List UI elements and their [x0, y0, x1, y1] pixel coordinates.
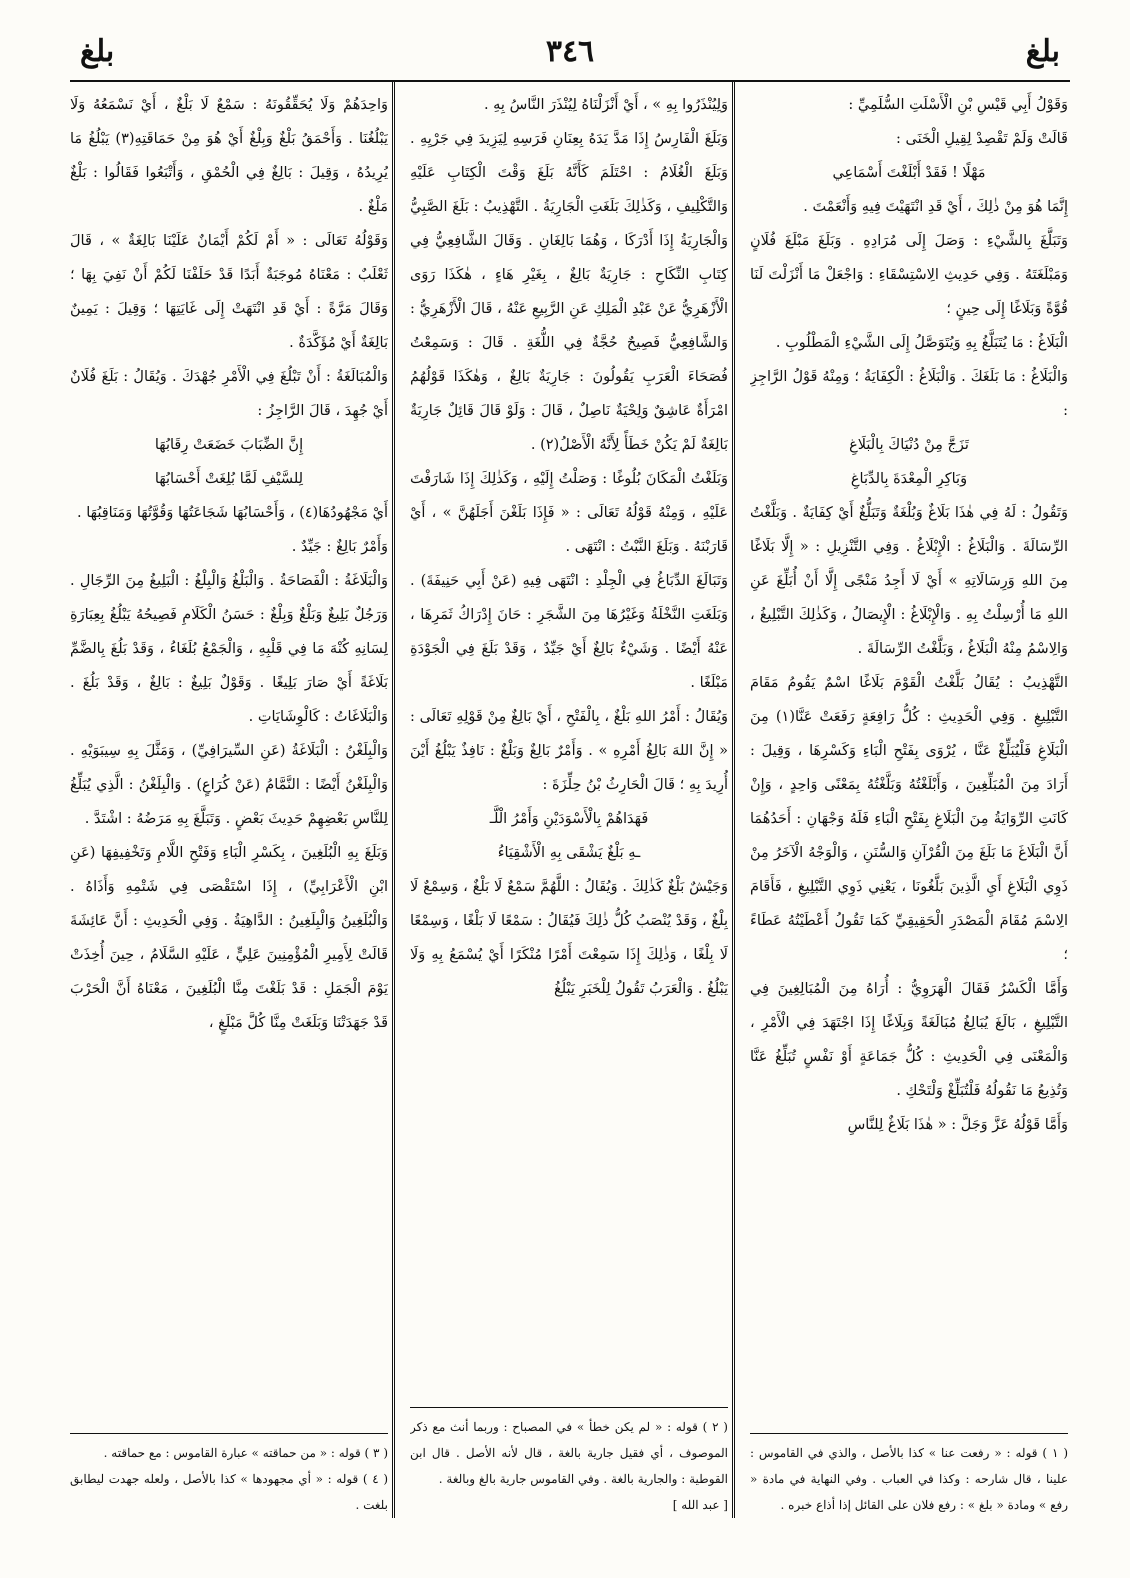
verse-line: ـهِ بَلْغٌ يَشْقَى بِهِ الْأَشْقِيَاءُ [497, 845, 641, 861]
page-number: ٣٤٦ [545, 34, 595, 69]
entry-paragraph: أَيْ مَجْهُودُهَا(٤) ، وَأَحْسَابُهَا شَجَاعَتُهَا وَقُوَّتُهَا وَمَنَاقِبُهَا . [77, 505, 388, 521]
entry-paragraph: وَبَلَغْتُ الْمَكَانَ بُلُوغًا : وَصَلْتُ إِلَيْهِ ، وَكَذٰلِكَ إِذَا شَارَفْتَ عَلَيْهِ ، وَمِنْهُ قَوْلُهُ تَعَالَى : « فَإِذَا بَلَغْنَ أَجَلَهُنَّ » ، أَيْ قَارَبْنَهُ . وَبَلَغَ النَّبْتُ : انْتَهَى . [410, 471, 728, 555]
entry-paragraph: وَلِيُنْذَرُوا بِهِ » ، أَيْ أَنْزَلْنَاهُ لِيُنْذَرَ النَّاسُ بِهِ . [483, 97, 728, 113]
entry-paragraph: وَتَقُولُ : لَهُ فِي هٰذَا بَلَاغٌ وَبُلْغَةٌ وَتَبَلُّغٌ أَيْ كِفَايَةٌ . وَبَلَّغْتُ الرِّسَالَةَ . وَالْبَلَاغُ : الْإِبْلَاغُ . وَفِي التَّنْزِيلِ : « إِلَّا بَلَاغًا مِنَ اللهِ وَرِسَالَاتِهِ » أَيْ لَا أَجِدُ مَنْجًى إِلَّا أَنْ أُبَلِّغَ عَنِ اللهِ مَا أُرْسِلْتُ بِهِ . وَالْإِبْلَاغُ : الْإِيصَالُ ، وَكَذٰلِكَ التَّبْلِيغُ ، وَالِاسْمُ مِنْهُ الْبَلَاغُ ، وَبَلَّغْتُ الرِّسَالَةَ . [750, 505, 1068, 657]
column-body [750, 88, 1068, 1142]
column-divider [732, 82, 735, 1518]
column-body [70, 88, 388, 1040]
entry-paragraph: وَتَبَلَّغَ بِالشَّيْءِ : وَصَلَ إِلَى مُرَادِهِ . وَبَلَغَ مَبْلَغَ فُلَانٍ وَمَبْلَغَتَهُ . وَفِي حَدِيثِ الِاسْتِسْقَاءِ : وَاجْعَلْ مَا أَنْزَلْتَ لَنَا قُوَّةً وَبَلَاغًا إِلَى حِينٍ ؛ [750, 233, 1068, 317]
running-headword-right: بلغ [1025, 34, 1060, 69]
entry-paragraph: قَالَتْ وَلَمْ تَقْصِدْ لِقِيلِ الْخَنَى : [896, 131, 1068, 147]
footnote: ( ١ ) قوله : « رفعت عنا » كذا بالأصل ، والذي في القاموس : علينا ، قال شارحه : وكذا في العباب . وفي النهاية في مادة « رفع » ومادة « بلغ » : رفع فلان على القائل إذا أذاع خبره . [750, 1446, 1068, 1512]
entry-paragraph: وَبَلَغَ الْفَارِسُ إِذَا مَدَّ يَدَهُ بِعِنَانِ فَرَسِهِ لِيَزِيدَ فِي جَرْيِهِ . وَبَلَغَ الْغُلَامُ : احْتَلَمَ كَأَنَّهُ بَلَغَ وَقْتَ الْكِتَابِ عَلَيْهِ وَالتَّكْلِيفِ ، وَكَذٰلِكَ بَلَغَتِ الْجَارِيَةُ . التَّهْذِيبُ : بَلَغَ الصَّبِيُّ وَالْجَارِيَةُ إِذَا أَدْرَكَا ، وَهُمَا بَالِغَانِ . وَقَالَ الشَّافِعِيُّ فِي كِتَابِ النِّكَاحِ : جَارِيَةٌ بَالِغٌ ، بِغَيْرِ هَاءٍ ، هٰكَذَا رَوَى الْأَزْهَرِيُّ عَنْ عَبْدِ الْمَلِكِ عَنِ الرَّبِيعِ عَنْهُ ، قَالَ الْأَزْهَرِيُّ : وَالشَّافِعِيُّ فَصِيحٌ حُجَّةٌ فِي اللُّغَةِ . قَالَ : وَسَمِعْتُ فُصَحَاءَ الْعَرَبِ يَقُولُونَ : جَارِيَةٌ بَالِغٌ ، وَهٰكَذَا قَوْلُهُمُ امْرَأَةٌ عَاشِقٌ وَلِحْيَةٌ نَاصِلٌ ، قَالَ : وَلَوْ قَالَ قَائِلٌ جَارِيَةٌ بَالِغَةٌ لَمْ يَكُنْ خَطَأً لِأَنَّهُ الْأَصْلُ(٢) . [410, 131, 728, 453]
column-footnotes [70, 1433, 388, 1518]
entry-paragraph: وَأَمَّا الْكَسْرُ فَقَالَ الْهَرَوِيُّ : أُرَاهُ مِنَ الْمُبَالِغِينَ فِي التَّبْلِيغِ ، بَالَغَ يُبَالِغُ مُبَالَغَةً وَبِلَاغًا إِذَا اجْتَهَدَ فِي الْأَمْرِ ، وَالْمَعْنَى فِي الْحَدِيثِ : كُلُّ جَمَاعَةٍ أَوْ نَفْسٍ تُبَلِّغُ عَنَّا وَتُذِيعُ مَا نَقُولُهُ فَلْتُبَلِّغْ وَلْتَحْكِ . [750, 981, 1068, 1099]
page-header [70, 20, 1070, 82]
verse-line: تَزَجَّ مِنْ دُنْيَاكَ بِالْبَلَاغِ [849, 437, 969, 453]
verse-line: فَهَدَاهُمْ بِالْأَسْوَدَيْنِ وَأَمْرُ الْلَّـ [489, 811, 649, 827]
verse-line: وَبَاكِرِ الْمِعْدَةَ بِالدِّبَاغِ [850, 471, 968, 487]
entry-paragraph: الْبَلَاغُ : مَا يُتَبَلَّغُ بِهِ وَيُتَوَصَّلُ إِلَى الشَّيْءِ الْمَطْلُوبِ . [775, 335, 1068, 351]
entry-paragraph: إِنَّمَا هُوَ مِنْ ذٰلِكَ ، أَيْ قَدِ انْتَهَيْتَ فِيهِ وَأَنْعَمْتَ . [803, 199, 1068, 215]
entry-paragraph: التَّهْذِيبُ : يُقَالُ بَلَّغْتُ الْقَوْمَ بَلَاغًا اسْمٌ يَقُومُ مَقَامَ التَّبْلِيغِ . وَفِي الْحَدِيثِ : كُلُّ رَافِعَةٍ رَفَعَتْ عَنَّا(١) مِنَ الْبَلَاغِ فَلْيُبَلِّغْ عَنَّا ، يُرْوَى بِفَتْحِ الْبَاءِ وَكَسْرِهَا ، وَقِيلَ : أَرَادَ مِنَ الْمُبَلِّغِينَ ، وَأَبْلَغْتُهُ وَبَلَّغْتُهُ بِمَعْنًى وَاحِدٍ ، وَإِنْ كَانَتِ الرِّوَايَةُ مِنَ الْبَلَاغِ بِفَتْحِ الْبَاءِ فَلَهُ وَجْهَانِ : أَحَدُهُمَا أَنَّ الْبَلَاغَ مَا بَلَغَ مِنَ الْقُرْآنِ وَالسُّنَنِ ، وَالْوَجْهُ الْآخَرُ مِنْ ذَوِي الْبَلَاغِ أَيِ الَّذِينَ بَلَّغُونَا ، يَعْنِي ذَوِي التَّبْلِيغِ ، فَأَقَامَ الِاسْمَ مُقَامَ الْمَصْدَرِ الْحَقِيقِيِّ كَمَا تَقُولُ أَعْطَيْتُهُ عَطَاءً ؛ [750, 675, 1068, 963]
entry-paragraph: وَيُقَالُ : أَمْرُ اللهِ بَلْغٌ ، بِالْفَتْحِ ، أَيْ بَالِغٌ مِنْ قَوْلِهِ تَعَالَى : « إِنَّ اللهَ بَالِغُ أَمْرِهِ » . وَأَمْرٌ بَالِغٌ وَبَلْغٌ : نَافِذٌ يَبْلُغُ أَيْنَ أُرِيدَ بِهِ ؛ قَالَ الْحَارِثُ بْنُ حِلِّزَةَ : [410, 709, 728, 793]
text-column-middle [410, 88, 728, 1518]
entry-paragraph: وَقَوْلُهُ تَعَالَى : « أَمْ لَكُمْ أَيْمَانٌ عَلَيْنَا بَالِغَةٌ » ، قَالَ ثَعْلَبٌ : مَعْنَاهُ مُوجَبَةٌ أَبَدًا قَدْ حَلَفْنَا لَكُمْ أَنْ نَفِيَ بِهَا ؛ وَقَالَ مَرَّةً : أَيْ قَدِ انْتَهَتْ إِلَى غَايَتِهَا ؛ وَقِيلَ : يَمِينٌ بَالِغَةٌ أَيْ مُؤَكَّدَةٌ . [70, 233, 388, 351]
footnote: ( ٢ ) قوله : « لم يكن خطأ » في المصباح : وربما أنث مع ذكر الموصوف ، أي فقيل جارية بالغة ، قال لأنه الأصل . قال ابن القوطية : والجارية بالغة . وفي القاموس جارية بالغ وبالغة . [410, 1420, 728, 1486]
entry-paragraph: وَقَوْلُ أَبِي قَيْسِ بْنِ الْأَسْلَتِ السُّلَمِيِّ : [848, 97, 1068, 113]
footnote: ( ٤ ) قوله : « أي مجهودها » كذا بالأصل ، ولعله جهدت ليطابق بلغت . [70, 1472, 388, 1512]
running-headword-left: بلغ [80, 34, 115, 69]
entry-paragraph: وَأَمْرٌ بَالِغٌ : جَيِّدٌ . [291, 539, 388, 555]
entry-paragraph: وَاحِدَهُمْ وَلَا يُحَقِّقُونَهُ : سَمْعٌ لَا بَلْغٌ ، أَيْ نَسْمَعُهُ وَلَا يَبْلُغُنَا . وَأَحْمَقُ بَلْغٌ وَبِلْغٌ أَيْ هُوَ مِنْ حَمَاقَتِهِ(٣) يَبْلُغُ مَا يُرِيدُهُ ، وَقِيلَ : بَالِغٌ فِي الْحُمْقِ ، وَأَتْبَعُوا فَقَالُوا : بَلْغٌ مَلْغٌ . [70, 97, 388, 215]
verse-line: لِلسَّيْفِ لَمَّا بُلِغَتْ أَحْسَابُهَا [154, 471, 304, 487]
entry-paragraph: وَالْمُبَالَغَةُ : أَنْ تَبْلُغَ فِي الْأَمْرِ جُهْدَكَ . وَيُقَالُ : بَلَغَ فُلَانٌ أَيْ جُهِدَ ، قَالَ الرَّاجِزُ : [70, 369, 388, 419]
verse-line: إِنَّ الضِّبَابَ خَضَعَتْ رِقَابُهَا [154, 437, 304, 453]
footnote: ( ٣ ) قوله : « من حماقته » عبارة القاموس : مع حماقته . [103, 1446, 388, 1460]
entry-paragraph: وَبَلَغَ بِهِ الْبُلَغِينَ ، بِكَسْرِ الْبَاءِ وَفَتْحِ اللَّامِ وَتَخْفِيفِهَا (عَنِ ابْنِ الْأَعْرَابِيِّ) ، إِذَا اسْتَقْصَى فِي شَتْمِهِ وَأَذَاهُ . وَالْبُلَغِينُ وَالْبِلَغِينُ : الدَّاهِيَةُ . وَفِي الْحَدِيثِ : أَنَّ عَائِشَةَ قَالَتْ لِأَمِيرِ الْمُؤْمِنِينَ عَلِيٍّ ، عَلَيْهِ السَّلَامُ ، حِينَ أُخِذَتْ يَوْمَ الْجَمَلِ : قَدْ بَلَغْتَ مِنَّا الْبُلَغِينَ ، مَعْنَاهُ أَنَّ الْحَرْبَ قَدْ جَهَدَتْنَا وَبَلَغَتْ مِنَّا كُلَّ مَبْلَغٍ ، [70, 845, 388, 1031]
entry-paragraph: وَالْبِلَغْنُ : الْبَلَاغَةُ (عَنِ السِّيرَافِيِّ) ، وَمَثَّلَ بِهِ سِيبَوَيْهِ . وَالْبِلَغْنُ أَيْضًا : النَّمَّامُ (عَنْ كُرَاعٍ) . وَالْبِلَغْنُ : الَّذِي يُبَلِّغُ لِلنَّاسِ بَعْضِهِمْ حَدِيثَ بَعْضٍ . وَتَبَلَّغَ بِهِ مَرَضُهُ : اشْتَدَّ . [70, 743, 388, 827]
column-footnotes [410, 1407, 728, 1518]
verse-line: مَهْلًا ! فَقَدْ أَبْلَغْتَ أَسْمَاعِي [832, 165, 986, 181]
entry-paragraph: وَالْبَلَاغَةُ : الْفَصَاحَةُ . وَالْبَلْغُ وَالْبِلْغُ : الْبَلِيغُ مِنَ الرِّجَالِ . وَرَجُلٌ بَلِيغٌ وَبَلْغٌ وَبِلْغٌ : حَسَنُ الْكَلَامِ فَصِيحُهُ يَبْلُغُ بِعِبَارَةِ لِسَانِهِ كُنْهَ مَا فِي قَلْبِهِ ، وَالْجَمْعُ بُلَغَاءُ ، وَقَدْ بَلُغَ بِالضَّمِّ بَلَاغَةً أَيْ صَارَ بَلِيغًا . وَقَوْلٌ بَلِيغٌ : بَالِغٌ ، وَقَدْ بَلُغَ . وَالْبَلَاغَاتُ : كَالْوِشَايَاتِ . [70, 573, 388, 725]
column-divider [392, 82, 395, 1518]
column-footnotes [750, 1433, 1068, 1518]
footnote: [ عبد الله ] [672, 1498, 728, 1512]
text-column-left [70, 88, 388, 1518]
column-body [410, 88, 728, 1006]
entry-paragraph: وَجَيْشٌ بَلْغٌ كَذٰلِكَ . وَيُقَالُ : اللَّهُمَّ سَمْعٌ لَا بَلْغٌ ، وَسِمْعٌ لَا بِلْغٌ ، وَقَدْ يُنْصَبُ كُلُّ ذٰلِكَ فَيُقَالُ : سَمْعًا لَا بَلْغًا ، وَسِمْعًا لَا بِلْغًا ، وَذٰلِكَ إِذَا سَمِعْتَ أَمْرًا مُنْكَرًا أَيْ يُسْمَعُ بِهِ وَلَا يَبْلُغُ . وَالْعَرَبُ تَقُولُ لِلْخَبَرِ يَبْلُغُ [410, 879, 728, 997]
entry-paragraph: وَأَمَّا قَوْلُهُ عَزَّ وَجَلَّ : « هٰذَا بَلَاغٌ لِلنَّاسِ [847, 1117, 1068, 1133]
entry-paragraph: وَتَبَالَغَ الدِّبَاغُ فِي الْجِلْدِ : انْتَهَى فِيهِ (عَنْ أَبِي حَنِيفَةَ) . وَبَلَغَتِ النَّخْلَةُ وَغَيْرُهَا مِنَ الشَّجَرِ : حَانَ إِدْرَاكُ ثَمَرِهَا ، عَنْهُ أَيْضًا . وَشَيْءٌ بَالِغٌ أَيْ جَيِّدٌ ، وَقَدْ بَلَغَ فِي الْجَوْدَةِ مَبْلَغًا . [410, 573, 728, 691]
text-column-right [750, 88, 1068, 1518]
entry-paragraph: وَالْبَلَاغُ : مَا بَلَغَكَ . وَالْبَلَاغُ : الْكِفَايَةُ ؛ وَمِنْهُ قَوْلُ الرَّاجِزِ : [750, 369, 1068, 419]
